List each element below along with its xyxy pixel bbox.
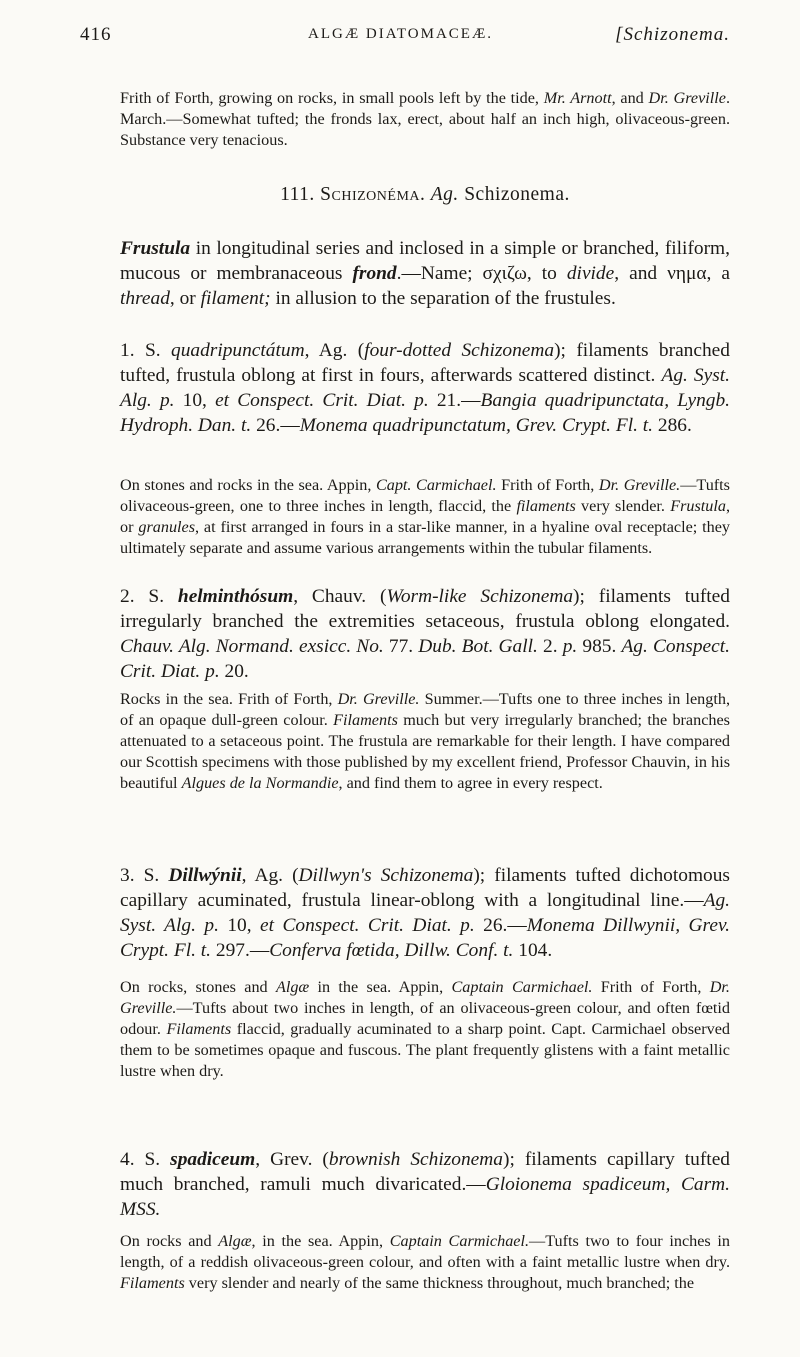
species-2-diagnosis: 2. S. helminthósum, Chauv. (Worm-like Schizonema); filaments tufted irregularly branched the extremities setaceous, frustula oblong elongated. Chauv. Alg. Normand. exsicc. No. 77. Dub. Bot. Gall. 2. p. 985. Ag. Conspect. Crit. Diat. p. 20.: [120, 586, 730, 682]
species-4-notes: On rocks and Algæ, in the sea. Appin, Captain Carmichael.—Tufts two to four inches in length, of a reddish olivaceous-green colour, and often with a faint metallic lustre when dry. Filaments very slender and nearly of the same thickness throughout, much branched; the: [120, 1232, 730, 1292]
species-1-diagnosis: 1. S. quadripunctátum, Ag. (four-dotted Schizonema); filaments branched tufted, frustula oblong at first in fours, afterwards scattered distinct. Ag. Syst. Alg. p. 10, et Conspect. Crit. Diat. p. 21.—Bangia quadripunctata, Lyngb. Hydroph. Dan. t. 26.—Monema quadripunctatum, Grev. Crypt. Fl. t. 286.: [120, 340, 731, 436]
species-1-notes: On stones and rocks in the sea. Appin, Capt. Carmichael. Frith of Forth, Dr. Greville.—Tufts olivaceous-green, one to three inches in length, flaccid, the filaments very slender. Frustula, or granules, at first arranged in fours in a star-like manner, in a hyaline oval receptacle; they ultimately separate and assume various arrangements within the tubular filaments.: [120, 476, 731, 557]
page-number: 416: [80, 24, 112, 45]
species-2-notes: Rocks in the sea. Frith of Forth, Dr. Greville. Summer.—Tufts one to three inches in length, of an opaque dull-green colour. Filaments much but very irregularly branched; the branches attenuated to a setaceous point. The frustula are remarkable for their length. I have compared our Scottish specimens with those published by my excellent friend, Professor Chauvin, in his beautiful Algues de la Normandie, and find them to agree in every respect.: [120, 690, 730, 792]
running-title: ALGÆ DIATOMACEÆ.: [308, 26, 494, 42]
running-header: [80, 24, 730, 54]
species-3-diagnosis: 3. S. Dillwýnii, Ag. (Dillwyn's Schizonema); filaments tufted dichotomous capillary acuminated, frustula linear-oblong with a longitudinal line.—Ag. Syst. Alg. p. 10, et Conspect. Crit. Diat. p. 26.—Monema Dillwynii, Grev. Crypt. Fl. t. 297.—Conferva fœtida, Dillw. Conf. t. 104.: [120, 865, 730, 961]
genus-description: Frustula in longitudinal series and inclosed in a simple or branched, filiform, mucous or membranaceous frond.—Name; σχιζω, to divide, and νημα, a thread, or filament; in allusion to the separation of the frustules.: [120, 238, 731, 309]
section-title: [Schizonema.: [615, 24, 730, 45]
genus-heading: 111. Schizonéma. Ag. Schizonema.: [280, 184, 570, 205]
species-3-notes: On rocks, stones and Algæ in the sea. Appin, Captain Carmichael. Frith of Forth, Dr. Greville.—Tufts about two inches in length, of an olivaceous-green colour, and often fœtid odour. Filaments flaccid, gradually acuminated to a sharp point. Capt. Carmichael observed them to be sometimes opaque and fuscous. The plant frequently glistens with a faint metallic lustre when dry.: [120, 978, 730, 1080]
intro-paragraph: Frith of Forth, growing on rocks, in small pools left by the tide, Mr. Arnott, and Dr. Greville. March.—Somewhat tufted; the fronds lax, erect, about half an inch high, olivaceous-green. Substance very tenacious.: [120, 89, 731, 149]
species-4-diagnosis: 4. S. spadiceum, Grev. (brownish Schizonema); filaments capillary tufted much branched, ramuli much divaricated.—Gloionema spadiceum, Carm. MSS.: [120, 1149, 730, 1220]
